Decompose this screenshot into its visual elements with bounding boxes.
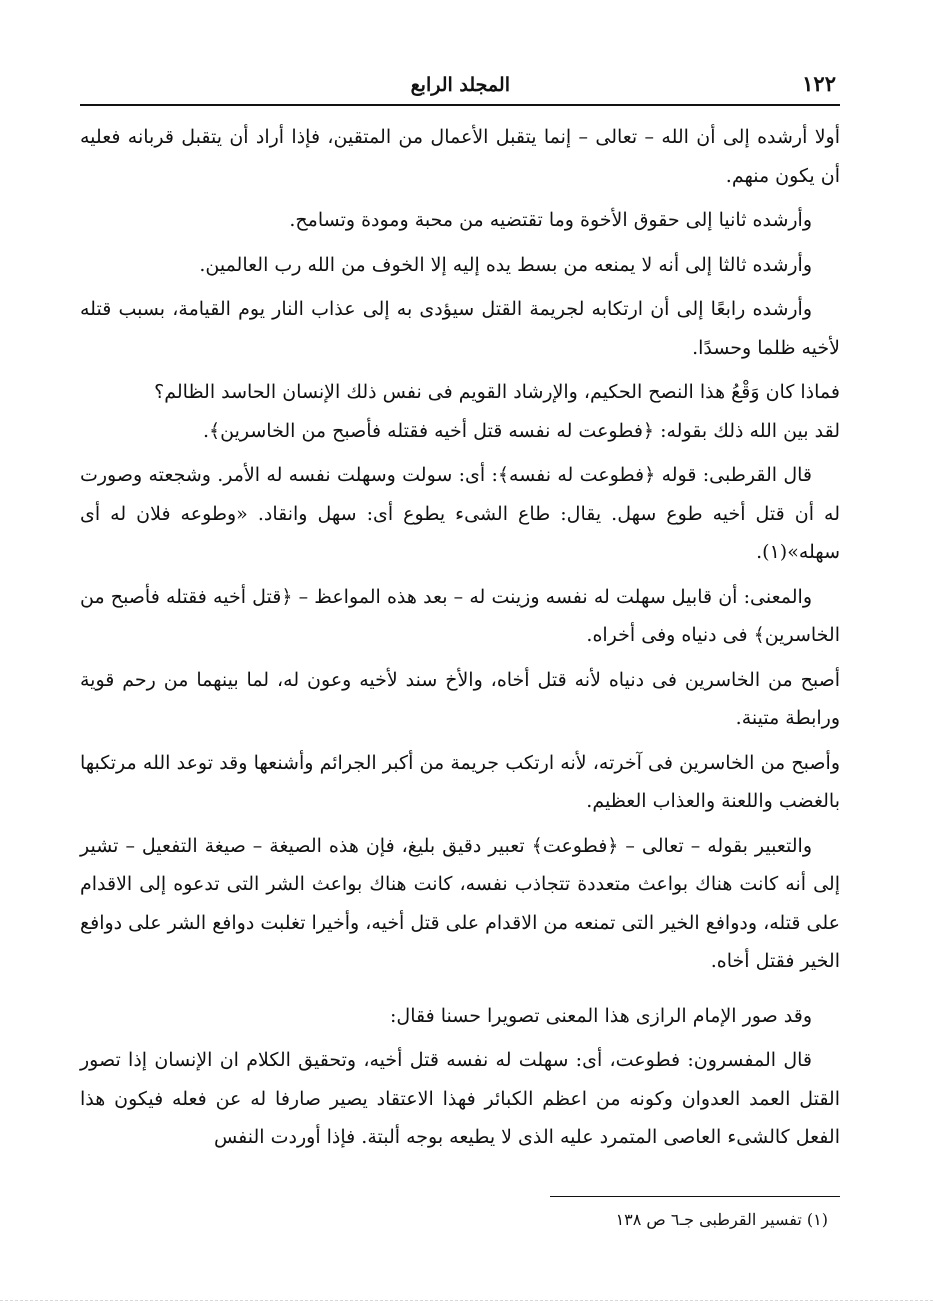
paragraph: وأصبح من الخاسرين فى آخرته، لأنه ارتكب جريمة من أكبر الجرائم وأشنعها وقد توعد الله مرتكبها بالغضب واللعنة والعذاب العظيم. bbox=[80, 751, 840, 812]
page-body bbox=[80, 118, 840, 1157]
paragraph: قال المفسرون: فطوعت، أى: سهلت له نفسه قتل أخيه، وتحقيق الكلام ان الإنسان إذا تصور القتل العمد العدوان وكونه من اعظم الكبائر فهذا الاعتقاد يصير صارفا له عن فعله فيكون هذا الفعل كالشىء العاصى المتمرد عليه الذى لا يطيعه بوجه ألبتة. فإذا أوردت النفس bbox=[80, 1049, 840, 1148]
paragraph: وأرشده رابعًا إلى أن ارتكابه لجريمة القتل سيؤدى به إلى عذاب النار يوم القيامة، بسبب قتله لأخيه ظلما وحسدًا. bbox=[80, 298, 840, 359]
footnote: (١) تفسير القرطبى جـ٦ ص ١٣٨ bbox=[615, 1210, 828, 1229]
paragraph: أصبح من الخاسرين فى دنياه لأنه قتل أخاه، والأخ سند لأخيه وعون له، لما بينهما من رحم قوية ورابطة متينة. bbox=[80, 668, 840, 729]
footnote-divider bbox=[550, 1196, 840, 1197]
running-title: المجلد الرابع bbox=[410, 74, 510, 96]
page-header bbox=[80, 62, 840, 106]
paragraph: وأرشده ثالثا إلى أنه لا يمنعه من بسط يده إليه إلا الخوف من الله رب العالمين. bbox=[199, 253, 812, 276]
paragraph: قال القرطبى: قوله ﴿فطوعت له نفسه﴾: أى: سولت وسهلت نفسه له الأمر. وشجعته وصورت له أن قتل أخيه طوع سهل. يقال: طاع الشىء يطوع أى: سهل وانقاد. «وطوعه فلان له أى سهله»(١). bbox=[80, 464, 840, 563]
paragraph: وقد صور الإمام الرازى هذا المعنى تصويرا حسنا فقال: bbox=[390, 1004, 812, 1027]
paragraph: لقد بين الله ذلك بقوله: ﴿فطوعت له نفسه قتل أخيه فقتله فأصبح من الخاسرين﴾. bbox=[202, 419, 840, 442]
paragraph: والمعنى: أن قابيل سهلت له نفسه وزينت له – بعد هذه المواعظ – ﴿قتل أخيه فقتله فأصبح من الخاسرين﴾ فى دنياه وفى أخراه. bbox=[80, 585, 840, 646]
paragraph: فماذا كان وَقْعُ هذا النصح الحكيم، والإرشاد القويم فى نفس ذلك الإنسان الحاسد الظالم؟ bbox=[154, 381, 840, 403]
paragraph: والتعبير بقوله – تعالى – ﴿فطوعت﴾ تعبير دقيق بليغ، فإن هذه الصيغة – صيغة التفعيل – تشير إلى أنه كانت هناك بواعث متعددة تتجاذب نفسه، كانت هناك بواعث الشر التى تدعوه إلى الاقدام على قتله، ودوافع الخير التى تمنعه من الاقدام على قتل أخيه، وأخيرا تغلبت دوافع الشر على دوافع الخير فقتل أخاه. bbox=[80, 834, 840, 972]
scan-edge bbox=[0, 1300, 933, 1302]
paragraph: وأرشده ثانيا إلى حقوق الأخوة وما تقتضيه من محبة ومودة وتسامح. bbox=[289, 209, 812, 231]
paragraph: أولا أرشده إلى أن الله – تعالى – إنما يتقبل الأعمال من المتقين، فإذا أراد أن يتقبل قربانه فعليه أن يكون منهم. bbox=[80, 126, 840, 187]
book-page bbox=[80, 62, 840, 1282]
page-number: ١٢٢ bbox=[802, 71, 836, 96]
